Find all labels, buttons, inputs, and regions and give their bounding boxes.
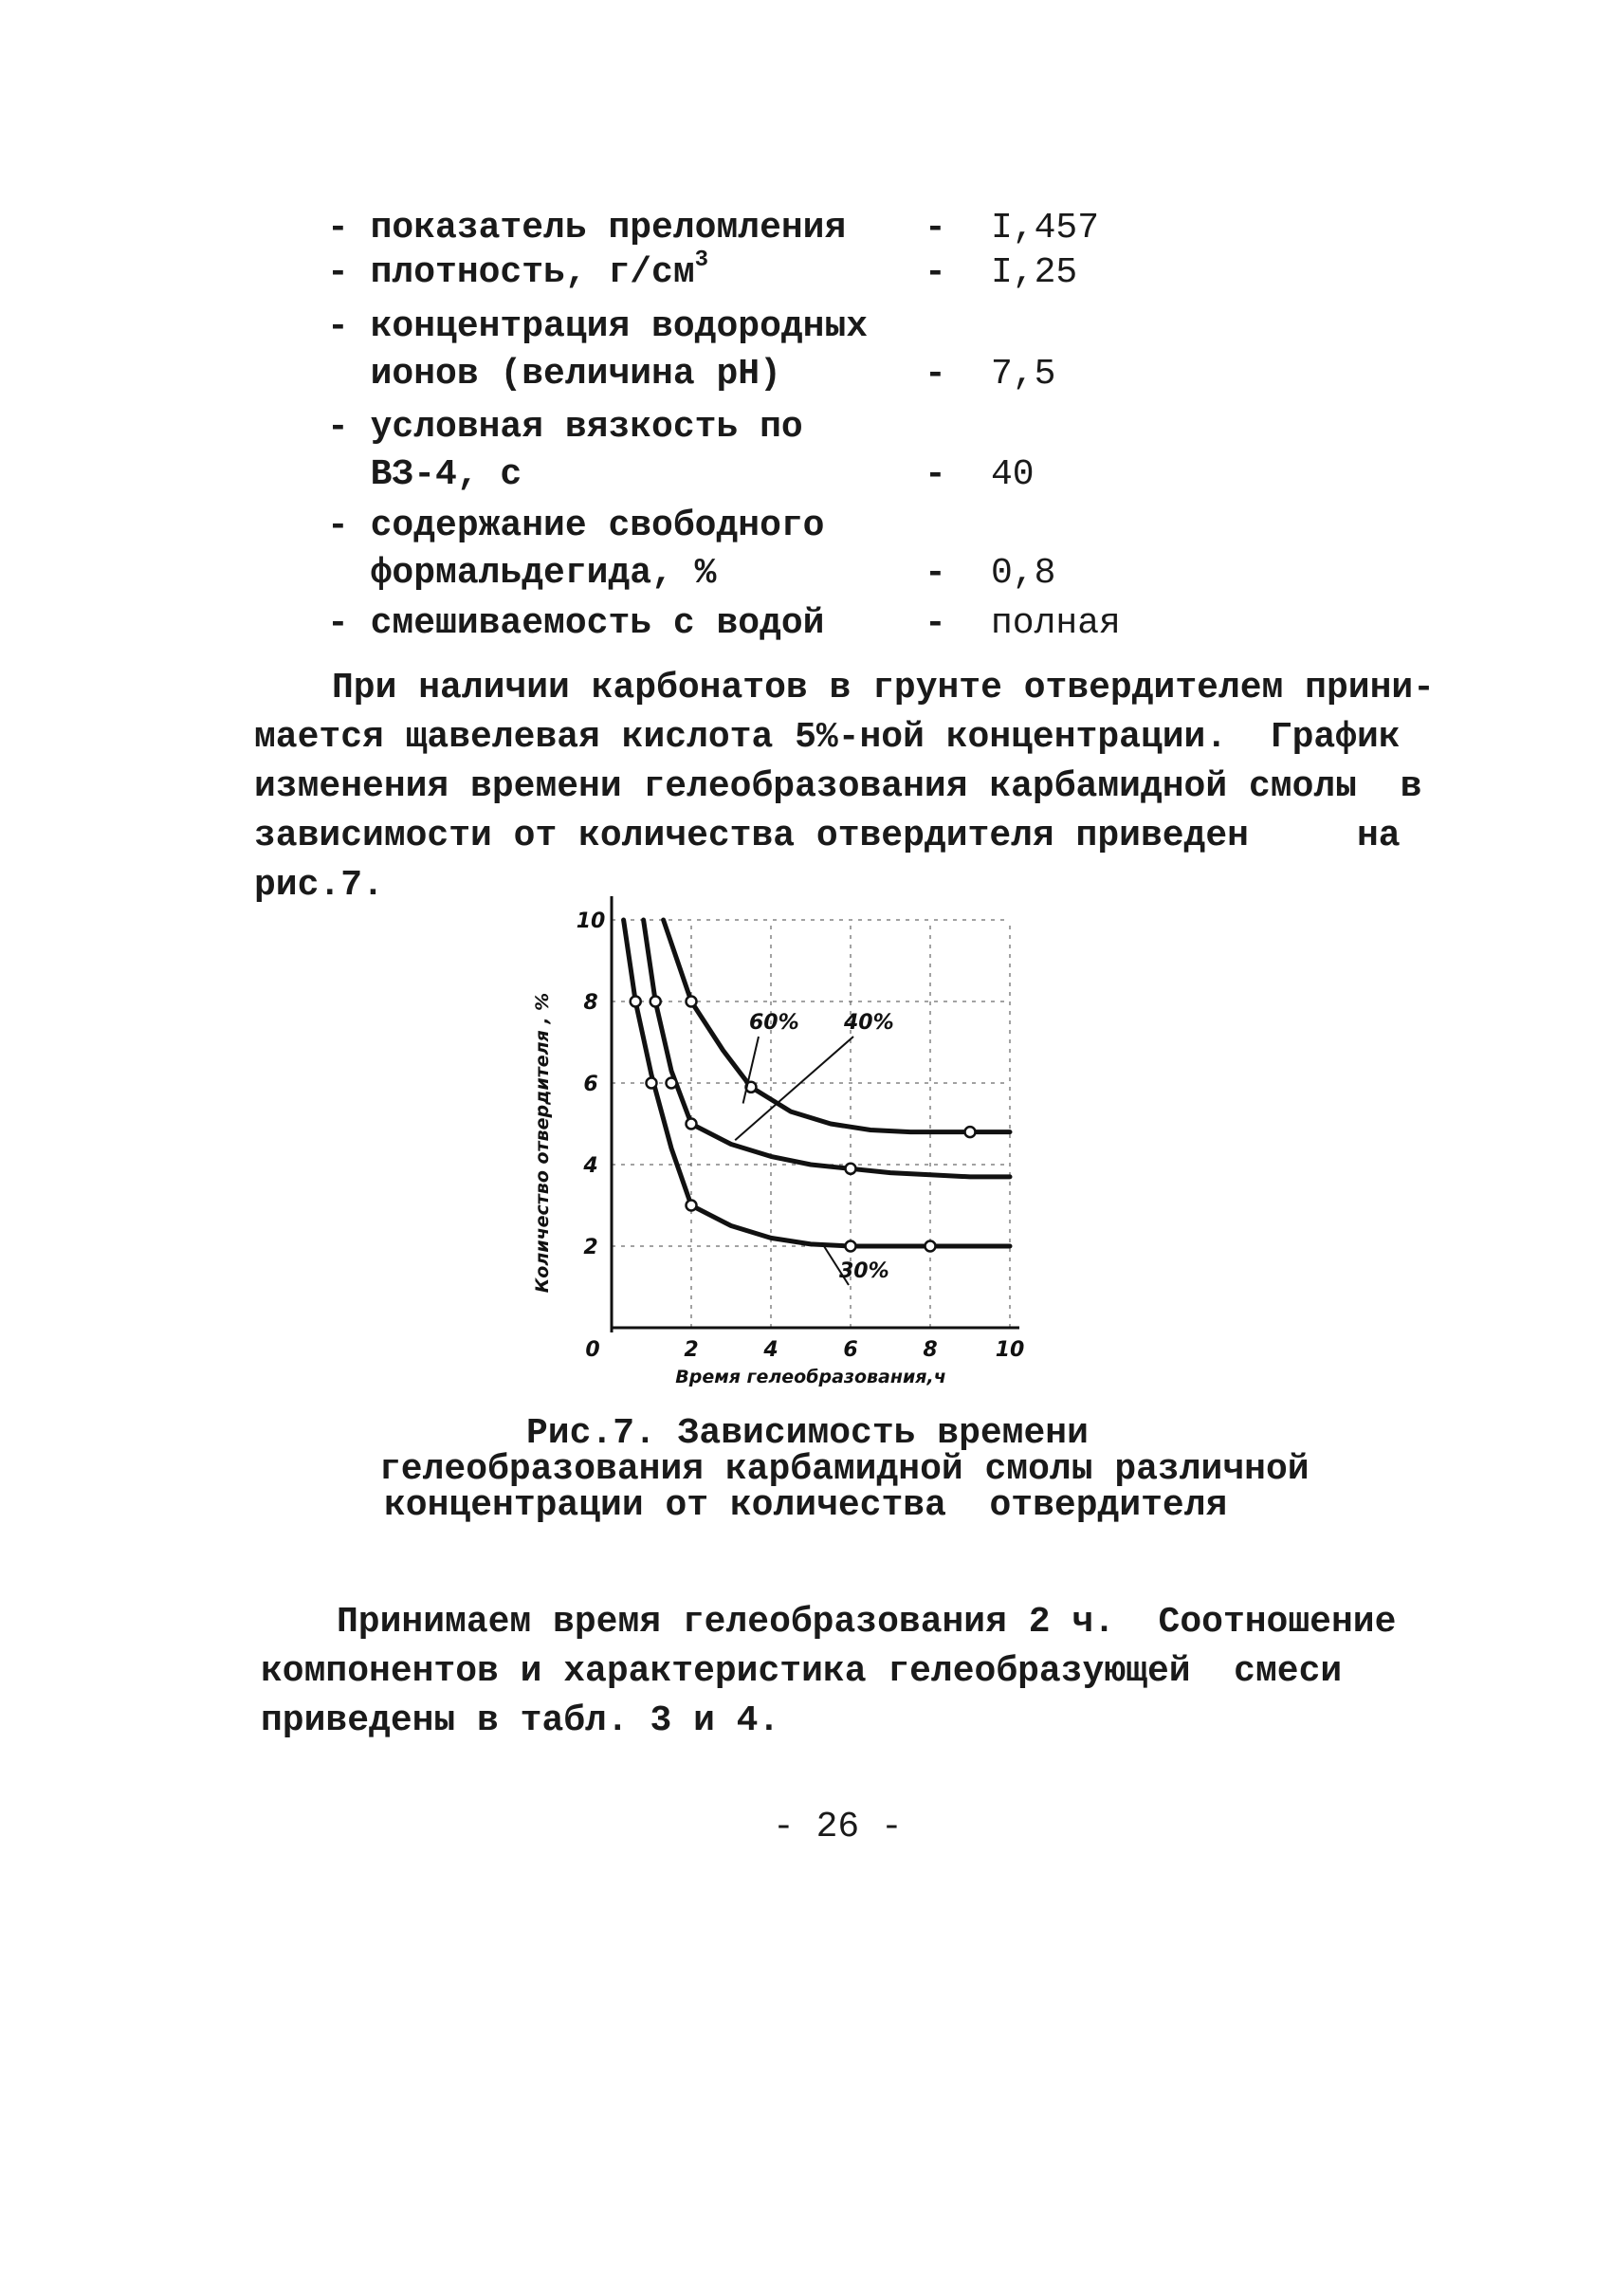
series-line bbox=[644, 920, 1010, 1177]
property-row bbox=[327, 406, 1181, 450]
y-tick-label: 2 bbox=[583, 1236, 598, 1259]
property-label: - смешиваемость с водой bbox=[327, 603, 825, 644]
property-dash: - bbox=[925, 252, 946, 293]
x-tick-label: 8 bbox=[923, 1338, 938, 1362]
x-tick-label: 0 bbox=[585, 1338, 600, 1362]
x-tick-label: 2 bbox=[684, 1338, 699, 1362]
data-point bbox=[965, 1127, 976, 1137]
property-label: формальдегида, % bbox=[327, 553, 717, 594]
property-row bbox=[327, 602, 1181, 646]
property-row bbox=[327, 353, 1181, 396]
x-axis-label: Время гелеобразования,ч bbox=[675, 1367, 946, 1387]
property-label: ионов (величина рН) bbox=[327, 354, 781, 395]
data-point bbox=[647, 1078, 657, 1089]
caption-line: концентрации от количества отвердителя bbox=[384, 1485, 1228, 1526]
series-line bbox=[664, 920, 1010, 1132]
property-dash: - bbox=[925, 553, 946, 594]
series-label: 40% bbox=[844, 1011, 894, 1035]
data-point bbox=[667, 1078, 677, 1089]
property-row bbox=[327, 453, 1181, 497]
property-label: ВЗ-4, с bbox=[327, 454, 522, 495]
text-line: Принимаем время гелеобразования 2 ч. Соотношение bbox=[337, 1602, 1397, 1643]
x-tick-label: 4 bbox=[763, 1338, 779, 1362]
y-axis-label: Количество отвердителя , % bbox=[532, 992, 553, 1294]
property-row bbox=[327, 552, 1181, 596]
caption-line: Рис.7. Зависимость времени bbox=[526, 1413, 1089, 1454]
data-point bbox=[846, 1241, 856, 1252]
data-point bbox=[687, 1201, 697, 1211]
data-point bbox=[846, 1164, 856, 1174]
series-label: 30% bbox=[839, 1259, 889, 1283]
property-value: полная bbox=[991, 603, 1121, 644]
property-label: - показатель преломления bbox=[327, 208, 847, 248]
property-value: I,457 bbox=[991, 208, 1100, 248]
y-tick-label: 8 bbox=[583, 991, 598, 1015]
property-row bbox=[327, 505, 1181, 548]
text-line: рис.7. bbox=[254, 865, 384, 906]
property-row bbox=[327, 207, 1181, 250]
text-line: приведены в табл. 3 и 4. bbox=[261, 1700, 780, 1741]
page-number: - 26 - bbox=[773, 1807, 903, 1847]
text-line: компонентов и характеристика гелеобразующей смеси bbox=[261, 1651, 1343, 1692]
property-label: - содержание свободного bbox=[327, 505, 825, 546]
data-point bbox=[650, 997, 661, 1007]
data-point bbox=[687, 1119, 697, 1130]
property-dash: - bbox=[925, 454, 946, 495]
property-row: - плотность, г/см 3 - I,25 bbox=[327, 248, 1078, 293]
series-label: 60% bbox=[749, 1011, 799, 1035]
property-value: 40 bbox=[991, 454, 1035, 495]
property-label: - плотность, г/см bbox=[327, 252, 695, 293]
data-point bbox=[925, 1241, 936, 1252]
property-dash: - bbox=[925, 354, 946, 395]
y-tick-label: 6 bbox=[583, 1073, 598, 1096]
property-dash: - bbox=[925, 603, 946, 644]
property-value: 0,8 bbox=[991, 553, 1056, 594]
text-line: изменения времени гелеобразования карбамидной смолы в bbox=[254, 766, 1422, 807]
property-label: - условная вязкость по bbox=[327, 407, 803, 448]
x-tick-label: 10 bbox=[995, 1338, 1025, 1362]
property-dash: - bbox=[925, 208, 946, 248]
property-label: - концентрация водородных bbox=[327, 306, 869, 347]
data-point bbox=[631, 997, 641, 1007]
y-tick-label: 4 bbox=[583, 1154, 598, 1178]
figure-7-chart bbox=[531, 877, 1043, 1394]
y-tick-label: 10 bbox=[576, 909, 606, 933]
text-line: При наличии карбонатов в грунте отвердителем прини- bbox=[332, 668, 1435, 708]
text-line: зависимости от количества отвердителя приведен на bbox=[254, 816, 1401, 856]
property-value: I,25 bbox=[991, 252, 1078, 293]
caption-line: гелеобразования карбамидной смолы различной bbox=[379, 1449, 1310, 1490]
x-tick-label: 6 bbox=[843, 1338, 858, 1362]
property-value: 7,5 bbox=[991, 354, 1056, 395]
data-point bbox=[687, 997, 697, 1007]
text-line: мается щавелевая кислота 5%-ной концентрации. График bbox=[254, 717, 1401, 758]
property-row bbox=[327, 305, 1181, 349]
